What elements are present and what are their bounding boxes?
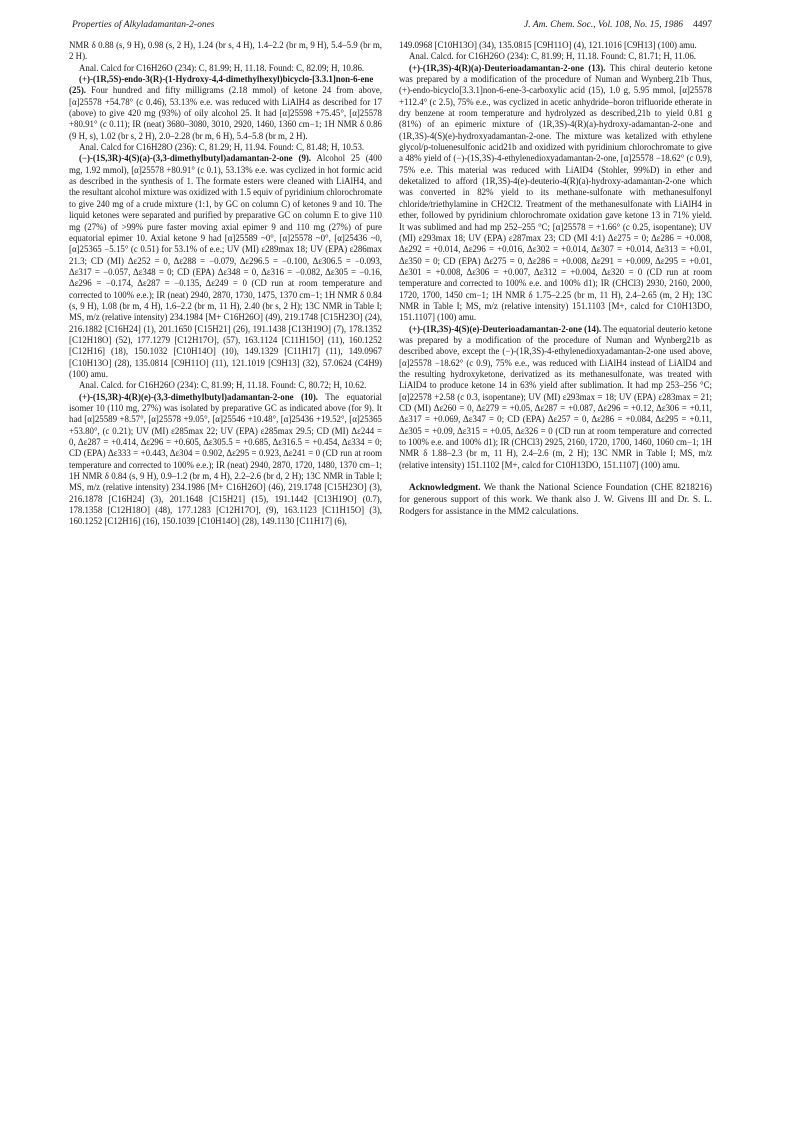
page-number: 4497 — [693, 20, 712, 30]
journal-name: J. Am. Chem. Soc., Vol. 108, No. 15, 1986 — [524, 20, 683, 30]
compound-heading: (+)-(1S,3R)-4(R)(e)-(3,3-dimethylbutyl)adamantan-2-one (10). — [79, 391, 319, 402]
compound-heading: (+)-(1R,5S)-endo-3(R)-(1-Hydroxy-4,4-dimethylhexyl)bicyclo-[3.3.1]non-6-ene (25). — [69, 74, 374, 96]
paragraph: (−)-(1S,3R)-4(S)(a)-(3,3-dimethylbutyl)adamantan-2-one (9). Alcohol 25 (400 mg, 1.92 mmol), [α]25578 +80.91° (c 0.1), 53.13% e.e. was cyclized in hot formic acid as described in the synthesis of 1. The formate esters were cleaned with LiAlH4, and the resultant alcohol mixture was oxidized with 1.5 equiv of pyridinium chlorochromate to give 240 mg of a crude mixture (1:1, by GC on column C) of ketones 9 and 10. The liquid ketones were separated and purified by preparative GC on column E to give 110 mg (27%) of >99% pure faster moving axial epimer 9 and 110 mg (27%) of pure equatorial epimer 10. Axial ketone 9 had [α]25589 ~0°, [α]25578 ~0°, [α]25436 ~0, [α]25365 −5.15° (c 0.51) for 53.1% of e.e.; UV (MI) ε289max 18; UV (EPA) ε286max 21.3; CD (MI) Δε252 = 0, Δε288 = −0.079, Δε296.5 = −0.100, Δε306.5 = −0.093, Δε317 = −0.057, Δε348 = 0; CD (EPA) Δε348 = 0, Δε316 = −0.082, Δε305 = −0.16, Δε296 = −0.174, Δε287 = −0.135, Δε249 = 0 (CD run at room temperature and corrected to 100% e.e.); IR (neat) 2940, 2870, 1730, 1475, 1370 cm−1; 1H NMR δ 0.84 (s, 9 H), 1.08 (br m, 4 H), 1.6–2.2 (br m, 11 H), 2.40 (br s, 2 H); 13C NMR in Table I; MS, m/z (relative intensity) 234.1984 [M+ C16H26O] (49), 219.1748 [C15H23O] (24), 216.1882 [C16H24] (1), 201.1650 [C15H21] (26), 191.1438 [C13H19O] (7), 178.1352 [C12H18O] (52), 177.1279 [C12H17O], (57), 163.1124 [C11H15O] (11), 160.1252 [C12H16] (18), 150.1032 [C10H14O] (10), 149.1329 [C11H17] (11), 149.0967 [C10H13O] (28), 135.0814 [C9H11O] (11), 121.1019 [C9H13] (32), 57.0624 (C4H9) (100) amu. — [69, 153, 383, 379]
paragraph: Anal. Calcd. for C16H26O (234): C, 81.99; H, 11.18. Found: C, 81.71; H, 11.06. — [409, 51, 697, 62]
paragraph: Anal. Calcd for C16H26O (234): C, 81.99; H, 11.18. Found: C, 82.09; H, 10.86. — [79, 62, 365, 73]
paragraph: (+)-(1R,3S)-4(R)(a)-Deuterioadamantan-2-one (13). This chiral deuterio ketone was prepared by a modification of the procedure of Numan and Wynberg.21b Thus, (+)-endo-bicyclo[3.3.1]non-6-ene-3-carboxylic acid (15), 1.0 g, 5.95 mmol, [α]25578 +112.4° (c 2.5), 75% e.e., was cyclized in acetic anhydride–boron trifluoride etherate in dry benzene at room temperature and hydrolyzed as described,21b to yield 0.81 g (81%) of an epimeric mixture of (1R,3S)-4(R)(a)-hydroxy-adamantan-2-one and (1R,3S)-4(S)(e)-hydroxyadamantan-2-one. The mixture was ketalized with ethylene glycol/p-toluenesulfonic acid21b and oxidized with pyridinium chlorochromate to give a 48% yield of (−)-(1S,3S)-4-ethylenedioxyadamantan-2-one, [α]25578 −18.62° (c 0.9), 75% e.e. This material was reduced with LiAlD4 (Stohler, 99%D) in ether and deketalized to afford (1R,3S)-4(e)-deuterio-4(R)(a)-hydroxy-adamantan-2-one which was converted in 82% yield to its methane-sulfonate with methanesulfonyl chloride/triethylamine in CH2Cl2. Treatment of the methanesulfonate with LiAlH4 in ether, followed by pyridinium chlorochromate oxidation gave ketone 13 in 71% yield. It was sublimed and had mp 252–255 °C; [α]25578 = +1.66° (c 0.25, isopentane); UV (MI) ε293max 18; UV (EPA) ε287max 23; CD (MI 4:1) Δε275 = 0; Δε286 = +0.008, Δε292 = +0.014, Δε296 = +0.016, Δε302 = +0.014, Δε307 = +0.014, Δε313 = +0.01, Δε350 = 0; CD (EPA) Δε275 = 0, Δε286 = +0.008, Δε291 = +0.009, Δε295 = +0.01, Δε301 = +0.008, Δε306 = +0.007, Δε312 = +0.004, Δε320 = 0 (CD run at room temperature and corrected to 100% e.e. and 100% d1); IR (CHCl3) 2930, 2160, 2000, 1720, 1700, 1450 cm−1; 1H NMR δ 1.75–2.25 (br m, 11 H), 2.4–2.65 (m, 2 H); 13C NMR in Table I; MS, m/z (relative intensity) 151.1103 [M+, calcd for C10H13DO, 151.1107] (100) amu. — [399, 62, 713, 323]
right-column — [399, 40, 712, 519]
paragraph: (+)-(1R,3S)-4(S)(e)-Deuterioadamantan-2-one (14). The equatorial deuterio ketone was prepared by a modification of the procedure of Numan and Wynberg21b as described above, except the (−)-(1R,3S)-4-ethylenedioxyadamantan-2-one used above, [α]25578 −18.62° (c 0.9), 75% e.e., was reduced with LiAlH4 instead of LiAlD4 and the resulting hydroxyketone, derivatized as its methanesulfonate, was treated with LiAlD4 to produce ketone 14 in 63% yield after sublimation. It had mp 253–256 °C; [α]22578 +2.58 (c 0.3, isopentane); UV (MI) ε293max = 18; UV (EPA) ε283max = 21; CD (MI) Δε260 = 0, Δε279 = +0.05, Δε287 = +0.087, Δε296 = +0.12, Δε306 = +0.11, Δε317 = +0.069, Δε347 = 0; CD (EPA) Δε257 = 0, Δε286 = +0.084, Δε295 = +0.11, Δε305 = +0.09, Δε315 = +0.05, Δε326 = 0 (CD run at room temperature and corrected to 100% e.e. and 100% d1); IR (CHCl3) 2925, 2160, 1720, 1700, 1460, 1060 cm−1; 1H NMR δ 1.88–2.3 (br m, 11 H), 2.4–2.6 (m, 2 H); 13C NMR in Table I; MS, m/z (relative intensity) 151.1102 [M+, calcd for C10H13DO, 151.1107] (100) amu. — [399, 323, 712, 470]
page-header — [72, 20, 712, 36]
compound-heading: (+)-(1R,3S)-4(R)(a)-Deuterioadamantan-2-one (13). — [409, 62, 606, 73]
running-title: Properties of Alkyladamantan-2-ones — [72, 20, 215, 30]
left-column — [69, 40, 382, 528]
paragraph: Anal. Calcd for C16H28O (236): C, 81.29; H, 11.94. Found: C, 81.48; H, 10.53. — [79, 142, 365, 153]
acknowledgment-heading: Acknowledgment. — [409, 483, 481, 494]
paragraph: NMR δ 0.88 (s, 9 H), 0.98 (s, 2 H), 1.24 (br s, 4 H), 1.4–2.2 (br m, 9 H), 5.4–5.9 (br m, 2 H). — [69, 40, 382, 62]
acknowledgment: Acknowledgment. We thank the National Science Foundation (CHE 8218216) for generous support of this work. We thank also J. W. Givens III and Dr. S. L. Rodgers for assistance in the MM2 calculations. — [399, 483, 712, 517]
journal-citation — [524, 20, 712, 30]
paragraph: (+)-(1R,5S)-endo-3(R)-(1-Hydroxy-4,4-dimethylhexyl)bicyclo-[3.3.1]non-6-ene (25). Four hundred and fifty milligrams (2.18 mmol) of ketone 24 from above, [α]25578 +54.78° (c 0.46), 53.13% e.e. was reduced with LiAlH4 as described for 17 (above) to give 420 mg (93%) of oily alcohol 25. It had [α]25598 +75.45°, [α]25578 +80.91° (c 0.11); IR (neat) 3680–3080, 3010, 2920, 1460, 1360 cm−1; 1H NMR δ 0.86 (9 H, s), 1.02 (br s, 2 H), 2.0–2.28 (br m, 6 H), 5.4–5.8 (br m, 2 H). — [69, 74, 383, 141]
compound-heading: (−)-(1S,3R)-4(S)(a)-(3,3-dimethylbutyl)adamantan-2-one (9). — [79, 153, 312, 164]
paragraph: 149.0968 [C10H13O] (34), 135.0815 [C9H11O] (4), 121.1016 [C9H13] (100) amu. — [399, 40, 697, 50]
paragraph: (+)-(1S,3R)-4(R)(e)-(3,3-dimethylbutyl)adamantan-2-one (10). The equatorial isomer 10 (110 mg, 27%) was isolated by preparative GC as indicated above (for 9). It had [α]25589 +8.57°, [α]25578 +9.05°, [α]25546 +10.48°, [α]25436 +19.52°, [α]25365 +53.80°, (c 0.21); UV (MI) ε285max 22; UV (EPA) ε285max 29.5; CD (MI) Δε244 = 0, Δε287 = +0.414, Δε296 = +0.605, Δε305.5 = +0.685, Δε316.5 = +0.454, Δε334 = 0; CD (EPA) Δε333 = +0.443, Δε304 = 0.902, Δε295 = 0.923, Δε241 = 0 (CD run at room temperature and corrected to 100% e.e.); IR (neat) 2940, 2870, 1720, 1480, 1370 cm−1; 1H NMR δ 0.84 (s, 9 H), 0.9–1.2 (br m, 4 H), 2.2–2.6 (br d, 2 H); 13C NMR in Table I; MS, m/z (relative intensity) 234.1986 [M+ C16H26O] (46), 219.1748 [C15H23O] (3), 216.1878 [C16H24] (3), 201.1648 [C15H21] (15), 191.1442 [C13H19O] (0.7), 178.1358 [C12H18O] (48), 177.1283 [C12H17O], (9), 163.1123 [C11H15O] (3), 160.1252 [C12H16] (16), 150.1039 [C10H14O] (28), 149.1130 [C11H17] (6), — [69, 391, 383, 527]
compound-heading: (+)-(1R,3S)-4(S)(e)-Deuterioadamantan-2-one (14). — [409, 323, 602, 334]
paragraph: Anal. Calcd. for C16H26O (234): C, 81.99; H, 11.18. Found: C, 80.72; H, 10.62. — [79, 380, 367, 391]
